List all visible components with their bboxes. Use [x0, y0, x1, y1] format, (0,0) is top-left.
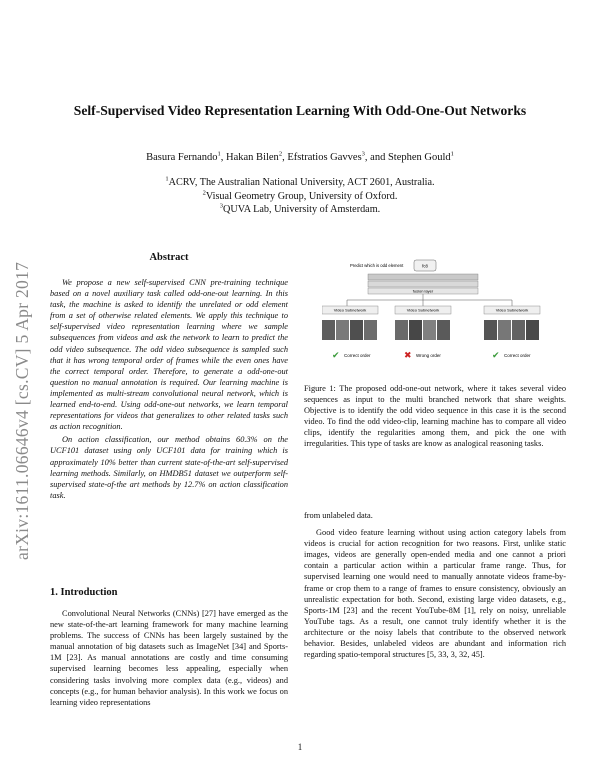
page-number: 1 — [297, 742, 303, 752]
affiliation — [0, 203, 600, 217]
author-affil-sup: 2 — [278, 150, 283, 158]
odd-one-out-diagram — [322, 258, 552, 378]
affil-sup: 2 — [202, 189, 206, 197]
outcome-label: Correct order — [504, 353, 531, 358]
video-subnetwork-label: Video Subnetwork — [406, 307, 440, 313]
diagram-top-label: Predict which is odd element — [350, 263, 404, 268]
author-affil-sup: 3 — [361, 150, 365, 158]
wrong-order-tag — [404, 351, 441, 361]
correct-order-tag — [332, 351, 371, 361]
affil-text: ACRV, The Australian National University, ACT 2601, Australia. — [168, 177, 435, 188]
fc8-label: fc8 — [422, 263, 428, 269]
figure-caption: Figure 1: The proposed odd-one-out network, where it takes several video sequences as input to the multi branched network that share weights. Objective is to identify the odd video sequence in this case it is the second video. To find the odd video-clip, learning machine has to compare all video clips, identify the regularities among them, and pick the one with irregularities. This type of tasks are know as analogical reasoning tasks. — [304, 384, 566, 449]
author-list: Basura Fernando$^1$, Hakan Bilen$^2$, Efstratios Gavves$^3$, and Stephen Gould$^1$ — [146, 150, 454, 163]
check-icon: ✔ — [332, 351, 340, 361]
correct-order-tag — [492, 351, 531, 361]
affil-sup: 3 — [219, 202, 224, 210]
intro-paragraph: Convolutional Neural Networks (CNNs) [27] have emerged as the new state-of-the-art learning framework for many machine learning problems. The success of CNNs has been largely sustained by the manual annotation of big datasets such as ImageNet [34] and Sports-1M [23]. As manual annotations are costly and time consuming supervised learning becomes less appealing, especially when considering tasks involving more complex data (e.g., videos) and concepts (e.g., for human behavior analysis). In this work we focus on learning video representations — [50, 609, 288, 707]
affil-sup: 1 — [165, 175, 169, 183]
affiliation — [0, 176, 600, 190]
affil-text: Visual Geometry Group, University of Oxford. — [205, 190, 398, 202]
intro-body — [50, 608, 288, 708]
check-icon: ✔ — [492, 351, 500, 361]
intro-paragraph: Good video feature learning without using action category labels from videos is crucial for action recognition for two reasons. First, unlike static images, videos are generally open-ended media and one cannot a priori contain a particular action within a particular frame range. Thus, for supervised learning one would need to manually annotate videos frame-by-frame or crop them to a range of frames to ensure consistency, obviously an unrealistic expectation for both. Second, existing large video datasets, e.g., Sports-1M [23] and the recent YouTube-8M [1], rely on noisy, unreliable YouTube tags. As a result, one cannot truly identify whether it is the architecture or the noisy labels that contribute to the observed network behavior. Besides, unlabeled videos are abundant and information rich regarding spatio-temporal structures [5, 33, 3, 32, 45]. — [304, 528, 566, 660]
video-subnetwork-label: Video Subnetwork — [333, 307, 367, 313]
arxiv-stamp: arXiv:1611.06646v4 [cs.CV] 5 Apr 2017 — [12, 261, 32, 560]
abstract-heading: Abstract — [149, 252, 189, 263]
fc-layer-bar — [368, 274, 478, 280]
cross-icon: ✖ — [404, 351, 412, 361]
fc-layer-bar — [368, 281, 478, 287]
intro-continuation: from unlabeled data. — [304, 511, 373, 520]
intro-heading: 1. Introduction — [50, 587, 118, 598]
abstract-paragraph: We propose a new self-supervised CNN pre-training technique based on a novel auxiliary task called odd-one-out learning. In this task, the machine is asked to identify the unrelated or odd element from a set of otherwise related elements. We apply this technique to self-supervised video representation learning where we sample subsequences from videos and ask the network to learn to predict the odd video subsequence. The odd video subsequence is sampled such that it has wrong temporal order of frames while the even ones have the correct temporal order. Therefore, to generate a odd-one-out question no manual annotation is required. Our learning machine is implemented as multi-stream convolutional neural network, which is learned end-to-end. Using odd-one-out networks, we learn temporal representations for videos that generalizes to other related tasks such as action recognition. — [50, 278, 288, 432]
outcome-label: Wrong order — [416, 353, 441, 358]
fusion-layer-label: fusion layer — [412, 288, 434, 294]
affil-text: QUVA Lab, University of Amsterdam. — [223, 204, 381, 215]
figure-1 — [322, 258, 552, 378]
intro-continued — [304, 510, 566, 660]
abstract-body — [50, 277, 288, 501]
author-affil-sup: 1 — [217, 150, 221, 158]
author-name: Efstratios Gavves — [287, 152, 362, 163]
frame-strip-3 — [484, 320, 539, 340]
outcome-label: Correct order — [344, 353, 371, 358]
frame-strip-2 — [395, 320, 450, 340]
author-affil-sup: 1 — [450, 150, 454, 158]
video-subnetwork-label: Video Subnetwork — [495, 307, 529, 313]
author-name: and Stephen Gould — [370, 152, 451, 163]
frame-strip-1 — [322, 320, 377, 340]
affiliations — [0, 176, 600, 217]
author-name: Basura Fernando — [146, 152, 218, 163]
abstract-paragraph: On action classification, our method obtains 60.3% on the UCF101 dataset using only UCF101 data for training which is approximately 10% better than current state-of-the-art self-supervised learning methods. Similarly, on HMDB51 dataset we outperform self-supervised state-of-the art methods by 12.7% on action classification task. — [50, 435, 288, 500]
paper-title: Self-Supervised Video Representation Learning With Odd-One-Out Networks — [73, 103, 527, 118]
affiliation — [0, 190, 600, 204]
author-name: Hakan Bilen — [226, 152, 279, 163]
